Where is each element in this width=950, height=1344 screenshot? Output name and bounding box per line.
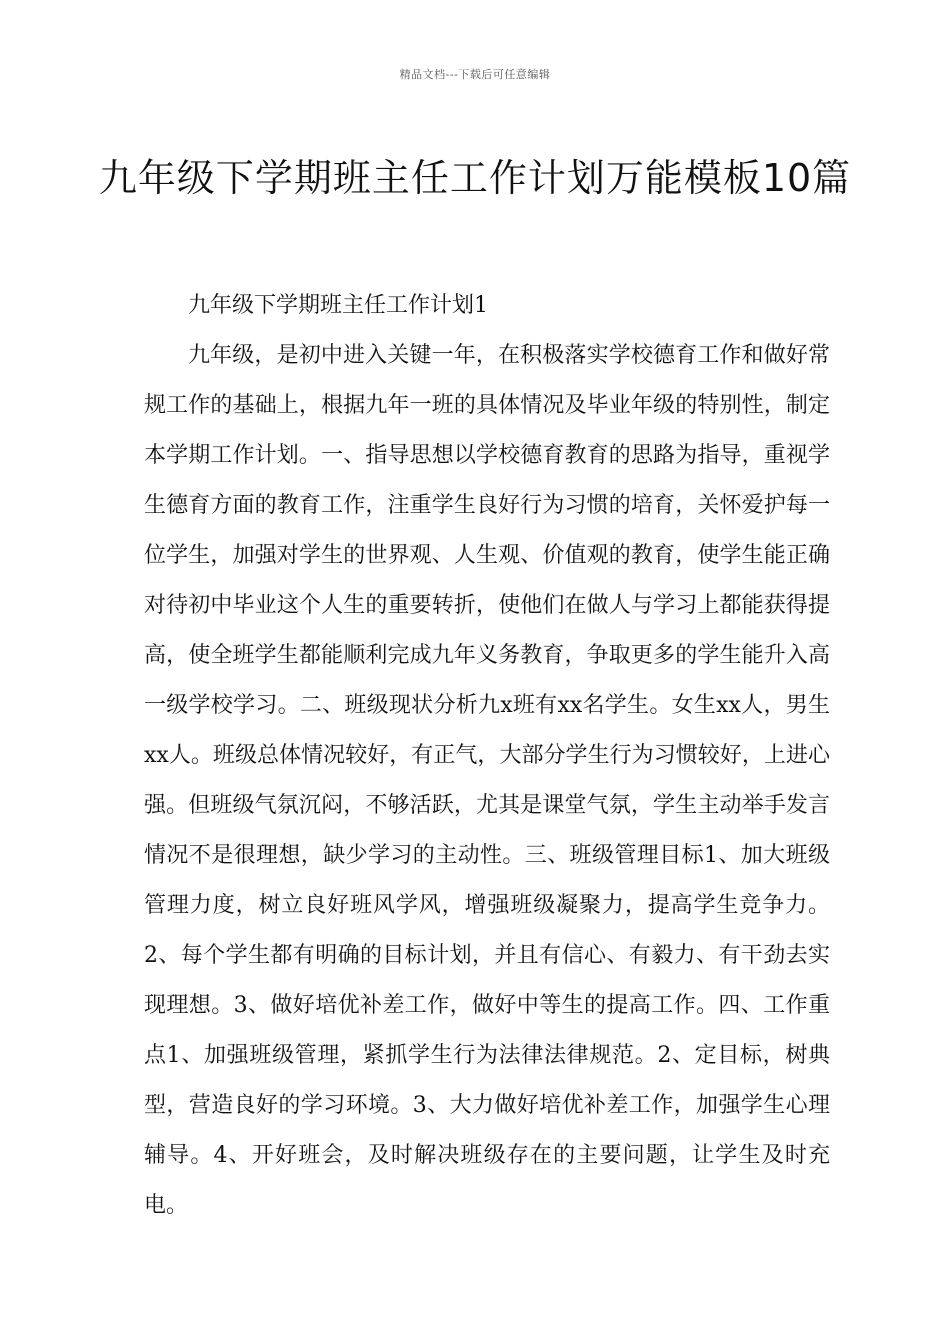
document-title: 九年级下学期班主任工作计划万能模板10篇: [98, 156, 852, 201]
body-paragraph: 九年级，是初中进入关键一年，在积极落实学校德育工作和做好常规工作的基础上，根据九年一班的具体情况及毕业年级的特别性，制定本学期工作计划。一、指导思想以学校德育教育的思路为指导，重视学生德育方面的教育工作，注重学生良好行为习惯的培育，关怀爱护每一位学生，加强对学生的世界观、人生观、价值观的教育，使学生能正确对待初中毕业这个人生的重要转折，使他们在做人与学习上都能获得提高，使全班学生都能顺利完成九年义务教育，争取更多的学生能升入高一级学校学习。二、班级现状分析九x班有xx名学生。女生xx人，男生xx人。班级总体情况较好，有正气，大部分学生行为习惯较好，上进心强。但班级气氛沉闷，不够活跃，尤其是课堂气氛，学生主动举手发言情况不是很理想，缺少学习的主动性。三、班级管理目标1、加大班级管理力度，树立良好班风学风，增强班级凝聚力，提高学生竞争力。2、每个学生都有明确的目标计划，并且有信心、有毅力、有干劲去实现理想。3、做好培优补差工作，做好中等生的提高工作。四、工作重点1、加强班级管理，紧抓学生行为法律法律规范。2、定目标，树典型，营造良好的学习环境。3、大力做好培优补差工作，加强学生心理辅导。4、开好班会，及时解决班级存在的主要问题，让学生及时充电。: [144, 343, 830, 1218]
section-heading: 九年级下学期班主任工作计划1: [188, 293, 488, 318]
header-note: 精品文档---下载后可任意编辑: [399, 68, 551, 81]
document-body: [144, 281, 830, 1231]
